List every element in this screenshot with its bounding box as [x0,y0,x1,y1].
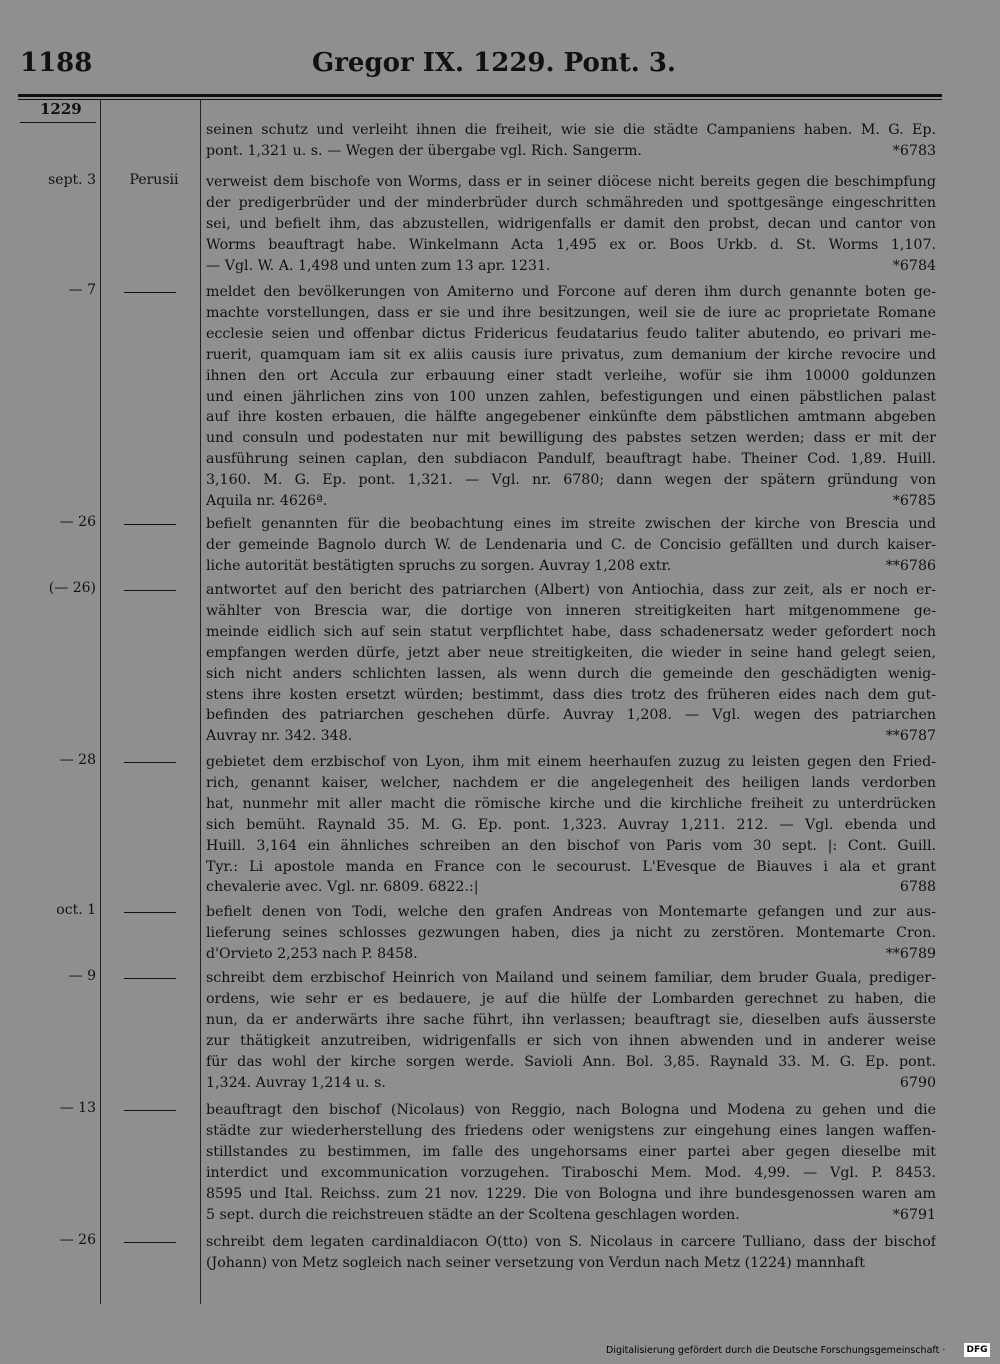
dfg-logo: DFG [964,1343,990,1357]
entry-text-line: sei, und befielt ihm, das abzustellen, widrigenfalls er damit den probst, decan und cantor von [206,215,936,232]
entry-text-line: verweist dem bischofe von Worms, dass er in seiner diöcese nicht bereits gegen die beschimpfung [206,174,936,190]
entry-number: *6785 [892,493,936,510]
entry-number: **6786 [885,557,936,574]
column-divider-date [100,100,101,1304]
page-title: Gregor IX. 1229. Pont. 3. [312,48,676,78]
entry-text-line: Aquila nr. 4626ª. *6785 [206,491,936,512]
entry-text-line: beauftragt den bischof (Nicolaus) von Reggio, nach Bologna und Modena zu gehen und die [206,1102,936,1118]
entry-text-line: (Johann) von Metz sogleich nach seiner versetzung von Verdun nach Metz (1224) mannhaft [206,1254,866,1271]
entry-text-line: 5 sept. durch die reichstreuen städte an der Scoltena geschlagen worden. *6791 [206,1205,936,1226]
entry-number: *6791 [892,1206,936,1223]
entry-text-line: 8595 und Ital. Reichss. zum 21 nov. 1229. Die von Bologna und ihre bundesgenossen waren am [206,1185,936,1202]
entry-text-line: Huill. 3,164 ein ähnliches schreiben an den bischof von Paris vom 30 sept. |: Cont. Guill. [206,837,936,854]
entry-text [206,1100,936,1225]
entry-text-line: nun, da er anderwärts ihre sache führt, ihn verlassen; beauftragt sie, dieselben aufs äusserste [206,1011,936,1028]
entry-text-line: chevalerie avec. Vgl. nr. 6809. 6822.:| 6788 [206,877,936,898]
year-label: 1229 [40,100,82,118]
entry-text-line: schreibt dem erzbischof Heinrich von Mailand und seinem familiar, dem bruder Guala, prediger- [206,970,936,986]
entry-text [206,902,936,965]
entry-date: — 26 [59,1232,96,1248]
year-underline [20,122,96,123]
entry-text-line: meldet den bevölkerungen von Amiterno und Forcone auf deren ihm durch genannte boten ge- [206,284,936,300]
entry-text-line: empfangen werden dürfe, jetzt aber neue streitigkeiten, die wieder in seine hand gelegt seien, [206,644,936,661]
entry-date: — 7 [68,282,96,298]
entry-number: **6789 [885,945,936,962]
entry-text-line: liche autorität bestätigten spruchs zu sorgen. Auvray 1,208 extr. **6786 [206,556,936,577]
entry-text-line: lieferung seines schlosses gezwungen haben, dies ja nicht zu zerstören. Montemarte Cron. [206,924,936,941]
entry-text [206,514,936,577]
entry-date: — 26 [59,514,96,530]
entry-place-ditto [124,762,176,763]
entry-text-line: der predigerbrüder und der minderbrüder durch schmähreden und spottgesänge eingeschritten [206,194,936,211]
entry-text-line: seinen schutz und verleiht ihnen die freiheit, wie sie die städte Campaniens haben. M. G. Ep. [206,122,936,138]
entry-place-ditto [124,524,176,525]
entry-number: *6784 [892,257,936,274]
page-header [0,48,1000,88]
entry-date: oct. 1 [56,902,96,918]
entry-text-line: sich bemüht. Raynald 35. M. G. Ep. pont. 1,323. Auvray 1,211. 212. — Vgl. ebenda und [206,816,936,833]
entry-text-line: interdict und excommunication vorzugehen. Tiraboschi Mem. Mod. 4,99. — Vgl. P. 8453. [206,1164,936,1181]
entry-text-line: hat, nunmehr mit aller macht die römische kirche und die kirchliche freiheit zu unterdrücken [206,795,936,812]
entry-text-line: — Vgl. W. A. 1,498 und unten zum 13 apr. 1231. *6784 [206,256,936,277]
entry-text-line: ausführung seinen caplan, den subdiacon Pandulf, beauftragt habe. Theiner Cod. 1,89. Huill. [206,451,936,468]
entry-text [206,968,936,1093]
column-divider-place [200,100,201,1304]
entry-text-line: zur thätigkeit anzutreiben, widrigenfalls er sich von ihnen abwenden und in anderer weise [206,1032,936,1049]
entry-text-line: rich, genannt kaiser, welcher, nachdem er die angelegenheit des heiligen lands verdorben [206,774,936,791]
entry-text-line: ihnen den ort Accula zur erbauung einer stadt verleihe, wofür sie ihm 10000 goldunzen [206,367,936,384]
entry-text [206,172,936,277]
entry-text-line: Auvray nr. 342. 348. **6787 [206,726,936,747]
entry-text [206,282,936,512]
page-number: 1188 [20,48,93,78]
entry-text-line: befielt denen von Todi, welche den grafen Andreas von Montemarte gefangen und zur aus- [206,904,936,920]
entry-text-line: Worms beauftragt habe. Winkelmann Acta 1,495 ex or. Boos Urkb. d. St. Worms 1,107. [206,236,936,253]
entry-text-line: sich nicht anders schlichten lassen, als wenn durch die gemeinde den geschädigten wenig- [206,665,936,682]
entry-number: *6783 [892,142,936,159]
entry-text [206,752,936,898]
entry-place-ditto [124,978,176,979]
entry-text-line: auf ihre kosten erbauen, die hälfte angegebener einkünfte dem päbstlichen amtmann abgeben [206,409,936,426]
header-rule [18,94,942,97]
entry-text-line: schreibt dem legaten cardinaldiacon O(tto) von S. Nicolaus in carcere Tulliano, dass der bischof [206,1234,936,1250]
entry-place-ditto [124,912,176,913]
entry-text-line: städte zur wiederherstellung des friedens oder wenigstens zur eingehung eines langen waffen- [206,1122,936,1139]
entry-date: — 13 [59,1100,96,1116]
entry-text-line: meinde eidlich sich auf sein statut verpflichtet habe, dass schadenersatz weder gefordert noch [206,623,936,640]
entry-number: 6790 [899,1074,936,1091]
entry-text-line: antwortet auf den bericht des patriarchen (Albert) von Antiochia, dass zur zeit, als er noch er- [206,582,936,598]
entry-text-line: für das wohl der kirche sorgen werde. Savioli Ann. Bol. 3,85. Raynald 33. M. G. Ep. pont. [206,1053,936,1070]
entry-text-line: ecclesie seien und offenbar dictus Fridericus feudatarius feudo taliter abutendo, eo privari me- [206,325,936,342]
entry-text-line: stens ihre kosten ersetzt würden; bestimmt, dass dies trotz des früheren eides nach dem gut- [206,686,936,703]
entry-text-line: wählter von Brescia war, die dortige von inneren streitigkeiten hart mitgenommene ge- [206,602,936,619]
entry-text-line: befielt genannten für die beobachtung eines im streite zwischen der kirche von Brescia und [206,516,936,532]
entry-text-line: 3,160. M. G. Ep. pont. 1,321. — Vgl. nr. 6780; dann wegen der spätern gründung von [206,472,936,489]
entry-place-ditto [124,1110,176,1111]
entry-text-line: stillstandes zu bestimmen, im falle des ungehorsams einer partei aber gegen dieselbe mit [206,1143,936,1160]
entry-text-line: machte vorstellungen, dass er sie und ihre besitzungen, weil sie de iure ac proprietate Romane [206,304,936,321]
entry-place: Perusii [129,172,179,188]
entry-text-line: pont. 1,321 u. s. — Wegen der übergabe vgl. Rich. Sangerm. *6783 [206,141,936,162]
entry-text [206,580,936,747]
entry-text-line: d'Orvieto 2,253 nach P. 8458. **6789 [206,944,936,965]
entry-place-ditto [124,292,176,293]
entry-text-line: gebietet dem erzbischof von Lyon, ihm mit einem heerhaufen zuzug zu leisten gegen den Fried- [206,754,936,770]
entry-number: **6787 [885,728,936,745]
entry-text-line: 1,324. Auvray 1,214 u. s. 6790 [206,1073,936,1094]
entry-place-ditto [124,1242,176,1243]
entry-text-line: ordens, wie sehr er es bedauere, je auf die hülfe der Lombarden gerechnet zu haben, die [206,990,936,1007]
footer-credit: Digitalisierung gefördert durch die Deutsche Forschungsgemeinschaft · [606,1345,946,1356]
entry-place-ditto [124,590,176,591]
entry-text-line: Tyr.: Li apostole manda en France con le secourust. L'Evesque de Biauves i ala et grant [206,858,936,875]
entry-text-line: befinden des patriarchen geschehen dürfe. Auvray 1,208. — Vgl. wegen des patriarchen [206,707,936,724]
entry-text-line: ruerit, quamquam iam sit ex aliis causis iure privatus, zum demanium der kirche revocire und [206,346,936,363]
entry-text-line: und einen jährlichen zins von 100 unzen zahlen, befestigungen und einen päbstlichen palast [206,388,936,405]
entry-date: — 28 [59,752,96,768]
entry-text-line: und consuln und podestaten nur mit bewilligung des pabstes setzen werden; dass er mit der [206,430,936,447]
entry-text-line: der gemeinde Bagnolo durch W. de Lendenaria und C. de Concisio gefällten und durch kaiser- [206,536,936,553]
entry-text [206,120,936,162]
entry-date: sept. 3 [48,172,96,188]
entry-date: (— 26) [48,580,96,596]
entry-text [206,1232,936,1274]
entry-date: — 9 [68,968,96,984]
header-rule-thin [18,99,942,100]
entry-number: 6788 [899,879,936,896]
